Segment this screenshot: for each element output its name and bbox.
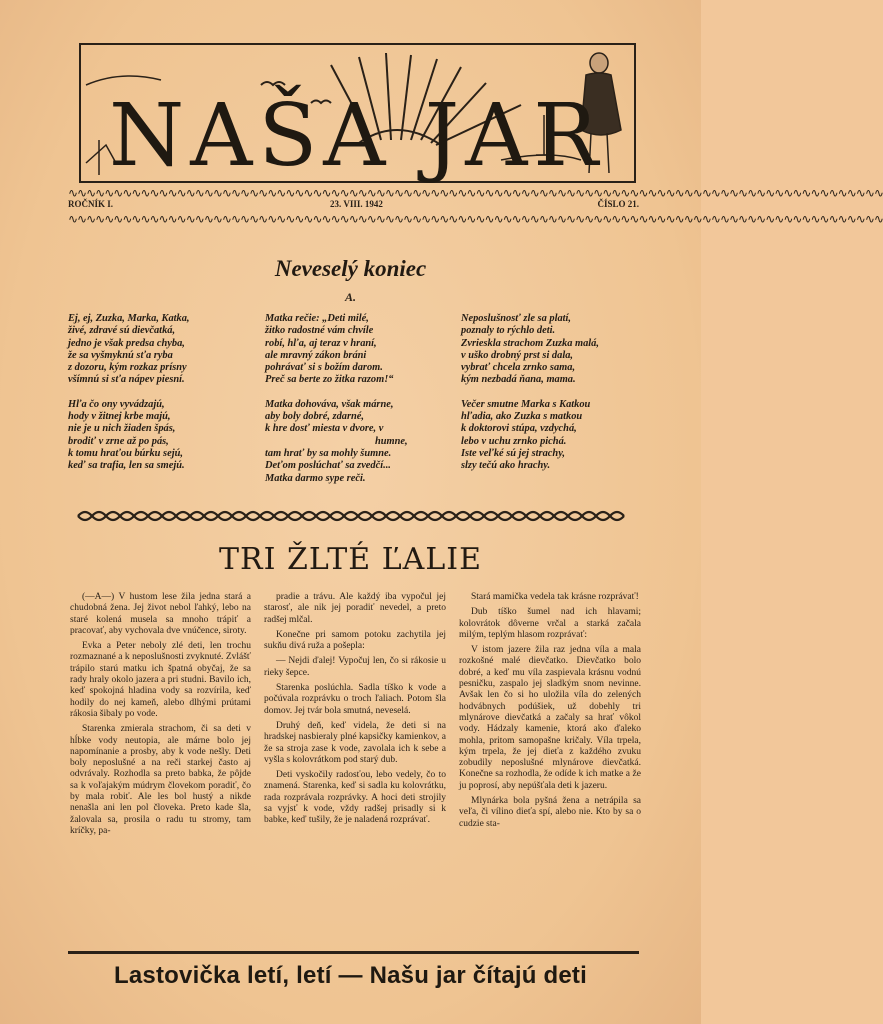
poem-line: Matka dohováva, však márne, <box>265 398 394 410</box>
poem-title: Neveselý koniec <box>274 256 427 281</box>
poem-line: tam hrať by sa mohly šumne. <box>265 447 392 459</box>
poem-line: k tomu hraťou búrku sejú, <box>68 447 183 459</box>
poem-line: kým nezbadá ňana, mama. <box>461 374 576 386</box>
story-paragraph: Starenka zmierala strachom, či sa deti v hĺbke vody neutopia, ale márne bolo jej napomínanie a prosby, aby k vode nešly. Deti boly neposlušné a na reči starkej často aj odvrávaly. Rozhodla sa preto babka, že pôjde sa k voľajakým múdrym človekom poradiť, čo by mala robiť. Ale les bol hustý a nikde nenašla ani len pol človeka. Preto kade šla, žalovala sa, prosila o radu tu stromy, tam kríčky, pa- <box>70 724 251 836</box>
wavy-rule-bottom: ∿∿∿∿∿∿∿∿∿∿∿∿∿∿∿∿∿∿∿∿∿∿∿∿∿∿∿∿∿∿∿∿∿∿∿∿∿∿∿∿∿∿∿∿∿∿∿∿∿∿∿∿∿∿∿∿∿∿∿∿∿∿∿∿∿∿∿∿∿∿∿∿∿∿∿∿∿∿∿∿∿∿∿∿∿∿∿∿∿∿ <box>68 212 883 226</box>
issue-info-bar <box>68 199 639 213</box>
poem-line: nie je u nich žiaden špás, <box>68 423 176 435</box>
poem-stanza <box>68 313 248 387</box>
poem-line: Iste veľké sú jej strachy, <box>461 447 566 459</box>
poem-line: poznaly to rýchlo deti. <box>461 325 556 337</box>
poem-line: v uško drobný prst si dala, <box>461 349 574 361</box>
poem-stanza <box>265 313 450 387</box>
story-column-1 <box>70 592 251 841</box>
story-column-2 <box>264 592 446 831</box>
issue-number: ČÍSLO 21. <box>597 199 639 209</box>
story-paragraph: — Nejdi ďalej! Vypočuj len, čo si rákosie u rieky šepce. <box>264 656 446 678</box>
story-paragraph: (—A—) V hustom lese žila jedna stará a chudobná žena. Jej život nebol ľahký, lebo na staré kolená musela sa mnoho trápiť a pracovať, aby vychovala dve vnúčence, siroty. <box>70 592 251 636</box>
story-paragraph: Evka a Peter neboly zlé deti, len trochu rozmaznané a k neposlušnosti zvyknuté. Zvlášť trápilo starú matku ich špatná obyčaj, že sa rady hraly okolo jazera a pri studni. Bavilo ich, keď spokojná hladina vody sa rozvírila, keď hodily do nej kameň, alebo dlhými prútami rákosia šibaly po vode. <box>70 641 251 719</box>
poem-line: Večer smutne Marka s Katkou <box>461 398 591 410</box>
poem-line: Matka darmo sype reči. <box>265 472 366 484</box>
poem-line: žitko radostné vám chvíle <box>265 325 374 337</box>
volume-label: ROČNÍK I. <box>68 199 114 209</box>
poem-line: že sa vyšmyknú sťa ryba <box>68 349 173 361</box>
poem-line: pohrávať si s božím darom. <box>265 362 383 374</box>
poem-line: hľadia, ako Zuzka s matkou <box>461 411 583 423</box>
poem-line: k doktorovi stúpa, vzdychá, <box>461 423 577 435</box>
poem-line: aby boly dobré, zdarné, <box>265 411 364 423</box>
poem-column-2 <box>265 313 450 497</box>
poem-author-mark: A. <box>344 290 356 304</box>
poem-line: Deťom poslúchať sa zvedčí... <box>265 460 391 472</box>
wavy-rule-top: ∿∿∿∿∿∿∿∿∿∿∿∿∿∿∿∿∿∿∿∿∿∿∿∿∿∿∿∿∿∿∿∿∿∿∿∿∿∿∿∿∿∿∿∿∿∿∿∿∿∿∿∿∿∿∿∿∿∿∿∿∿∿∿∿∿∿∿∿∿∿∿∿∿∿∿∿∿∿∿∿∿∿∿∿∿∿∿∿∿∿ <box>68 186 883 200</box>
poem-line: ale mravný zákon bráni <box>265 349 367 361</box>
story-paragraph: Mlynárka bola pyšná žena a netrápila sa veľa, či vílino dieťa spí, alebo nie. Kto by sa o cudzie sta- <box>459 796 641 829</box>
footer-slogan: Lastovička letí, letí — Našu jar čítajú deti <box>114 962 587 989</box>
story-paragraph: Stará mamička vedela tak krásne rozprávať! <box>471 592 639 602</box>
poem-column-3 <box>461 313 641 485</box>
story-paragraph: pradie a trávu. Ale každý iba vypočul jej starosť, ale nik jej poradiť nevedel, a preto radšej mlčal. <box>264 592 446 625</box>
poem-line: všímnú si sťa nápev piesní. <box>68 374 185 386</box>
poem-line: brodiť v zrne až po pás, <box>68 435 169 447</box>
poem-line: robí, hľa, aj teraz v hraní, <box>265 337 377 349</box>
poem-line: Hľa čo ony vyvádzajú, <box>68 398 165 410</box>
poem-stanza <box>461 399 641 473</box>
poem-line: Matka rečie: „Deti milé, <box>265 313 369 324</box>
footer-rule <box>68 951 639 954</box>
poem-stanza <box>68 399 248 473</box>
poem-line: jedno je však predsa chyba, <box>68 337 185 349</box>
poem-line: Ej, ej, Zuzka, Marka, Katka, <box>68 313 190 324</box>
story-paragraph: Dub tíško šumel nad ich hlavami; kolovrátok dôverne vrčal a starká začala milým, teplým hlasom rozprávať: <box>459 607 641 640</box>
poem-line: Zvrieskla strachom Zuzka malá, <box>461 337 599 349</box>
poem-stanza <box>265 399 450 485</box>
story-paragraph: Starenka poslúchla. Sadla tíško k vode a počúvala rozprávku o troch ľaliach. Potom šla domov. Jej tvár bola smutná, neveselá. <box>264 683 446 716</box>
poem-line: z dozoru, kým rozkaz prísny <box>68 362 187 374</box>
masthead <box>79 43 636 186</box>
masthead-title: NAŠA JAR <box>109 86 605 186</box>
poem-stanza <box>461 313 641 387</box>
poem-line: živé, zdravé sú dievčatká, <box>68 325 176 337</box>
poem-line: lebo v uchu zrnko pichá. <box>461 435 567 447</box>
story-paragraph: Konečne pri samom potoku zachytila jej sukňu divá ruža a pošepla: <box>264 629 446 652</box>
poem-line: k hre dosť miesta v dvore, v <box>265 423 384 435</box>
story-paragraph: V istom jazere žila raz jedna víla a mala rozkošné malé dievčatko. Dievčatko bolo dobré, a keď mu víla zaspievala krásnu vodnú pesničku, zaspalo jej sladkým snom nevinne. Avšak len čo si ho uložila víla do zelených hodvábnych podúšiek, už dobehly tri mlynárove dievčatká a začaly sa hrať vôkol vody. Hádzaly kamenie, ktorá ako ďaleko mohla, pritom samopašne kričaly. Víla trpela, kým trpela, že jej dieťa z každého zvuku zobudily neposlušné mlynárove dievčatká. Konečne sa rozhodla, že odíde k ich matke a že ju poprosí, aby nepúšťala deti k jazeru. <box>459 645 641 791</box>
poem-line: Preč sa berte zo žitka razom!“ <box>265 374 394 386</box>
poem-column-1 <box>68 313 248 485</box>
poem-line: vybrať chcela zrnko sama, <box>461 362 576 374</box>
ornamental-divider <box>76 509 636 523</box>
story-title: TRI ŽLTÉ ĽALIE <box>218 542 482 577</box>
story-paragraph: Deti vyskočily radosťou, lebo vedely, čo to znamená. Starenka, keď si sadla ku kolovrátku, rada rozprávala rozprávky. A hoci deti strojily sa vyjsť k vode, vždy radšej prisadly si k babke, keď tušily, že je naladená rozprávať. <box>264 770 446 826</box>
poem-line: hody v žitnej krbe majú, <box>68 411 171 423</box>
story-paragraph: Druhý deň, keď videla, že deti si na hradskej nasbieraly plné kapsičky kamienkov, a že sa stroja zase k vode, zavolala ich k sebe a vyšla s kolovrátkom pod starý dub. <box>264 720 446 765</box>
poem-line: humne, <box>375 435 408 447</box>
poem-line: Neposlušnosť zle sa platí, <box>461 313 572 324</box>
poem-line: slzy tečú ako hrachy. <box>461 460 551 472</box>
story-column-3 <box>459 592 641 834</box>
poem-line: keď sa trafia, len sa smejú. <box>68 460 185 472</box>
issue-date: 23. VIII. 1942 <box>330 199 383 209</box>
